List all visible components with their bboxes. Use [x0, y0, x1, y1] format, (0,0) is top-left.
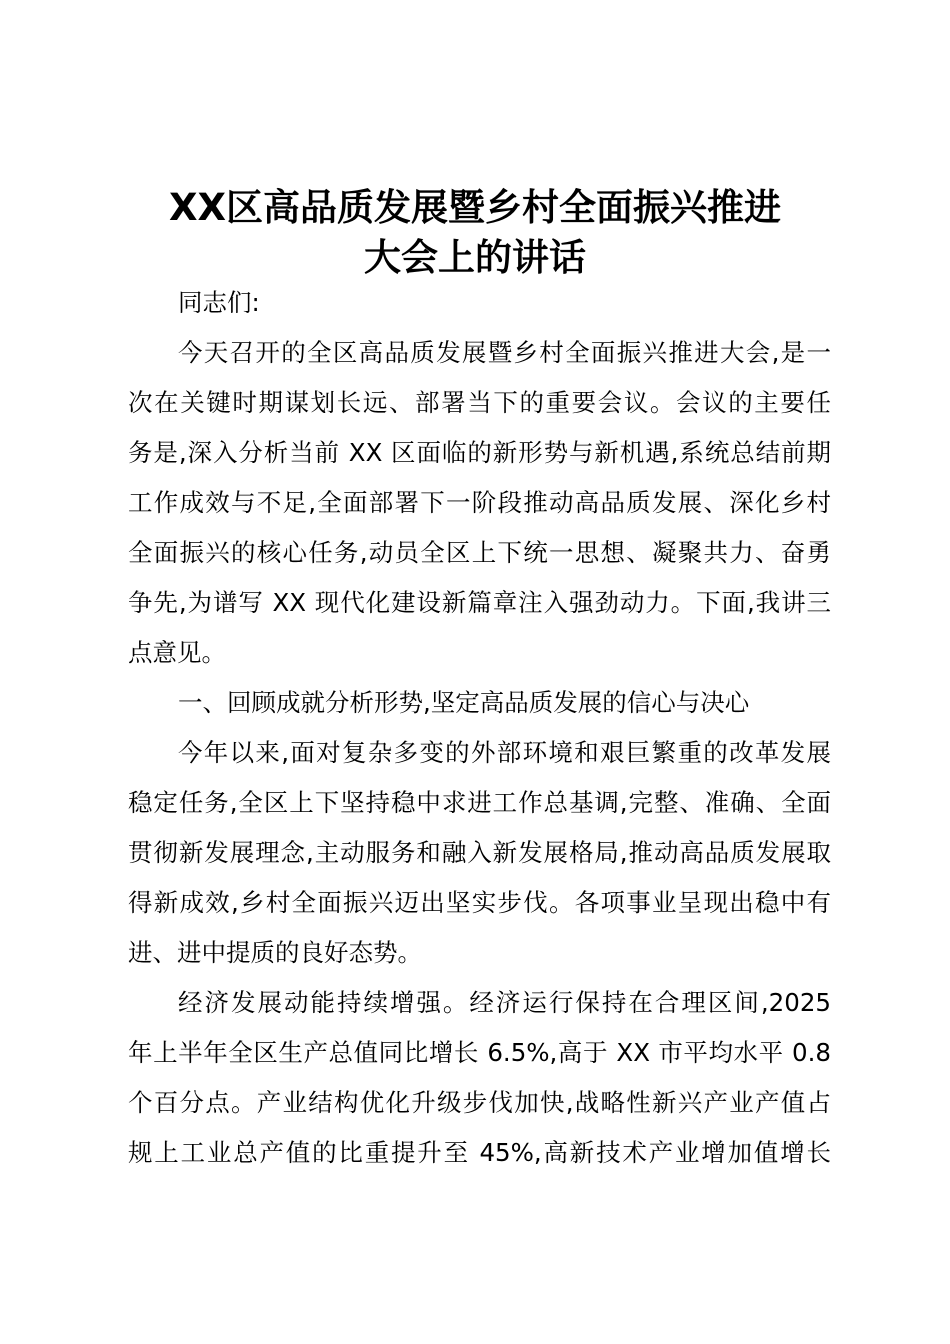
text-line: 工作成效与不足,全面部署下一阶段推动高品质发展、深化乡村: [128, 488, 831, 517]
section-heading: 一、回顾成就分析形势,坚定高品质发展的信心与决心: [178, 688, 750, 717]
text-line: 点意见。: [128, 638, 226, 667]
text-line: 规上工业总产值的比重提升至 45%,高新技术产业增加值增长: [128, 1138, 831, 1167]
text-line: 务是,深入分析当前 XX 区面临的新形势与新机遇,系统总结前期: [128, 438, 831, 467]
text-line: 进、进中提质的良好态势。: [128, 938, 422, 967]
text-line: 稳定任务,全区上下坚持稳中求进工作总基调,完整、准确、全面: [128, 788, 831, 817]
document-title-line-1: XX区高品质发展暨乡村全面振兴推进: [168, 186, 782, 229]
document-title-line-2: 大会上的讲话: [364, 236, 586, 279]
text-line: 次在关键时期谋划长远、部署当下的重要会议。会议的主要任: [128, 388, 831, 417]
text-line: 得新成效,乡村全面振兴迈出坚实步伐。各项事业呈现出稳中有: [128, 888, 831, 917]
salutation: 同志们:: [178, 288, 260, 317]
text-line: 今天召开的全区高品质发展暨乡村全面振兴推进大会,是一: [178, 338, 831, 367]
text-line: 争先,为谱写 XX 现代化建设新篇章注入强劲动力。下面,我讲三: [128, 588, 831, 617]
text-line: 全面振兴的核心任务,动员全区上下统一思想、凝聚共力、奋勇: [128, 538, 831, 567]
text-line: 年上半年全区生产总值同比增长 6.5%,高于 XX 市平均水平 0.8: [128, 1038, 831, 1067]
text-line: 个百分点。产业结构优化升级步伐加快,战略性新兴产业产值占: [128, 1088, 831, 1117]
text-line: 贯彻新发展理念,主动服务和融入新发展格局,推动高品质发展取: [128, 838, 831, 867]
text-line: 今年以来,面对复杂多变的外部环境和艰巨繁重的改革发展: [178, 738, 831, 767]
document-body: [128, 278, 831, 1178]
paragraph-lines: [128, 328, 831, 1178]
text-line: 经济发展动能持续增强。经济运行保持在合理区间,2025: [178, 988, 831, 1017]
